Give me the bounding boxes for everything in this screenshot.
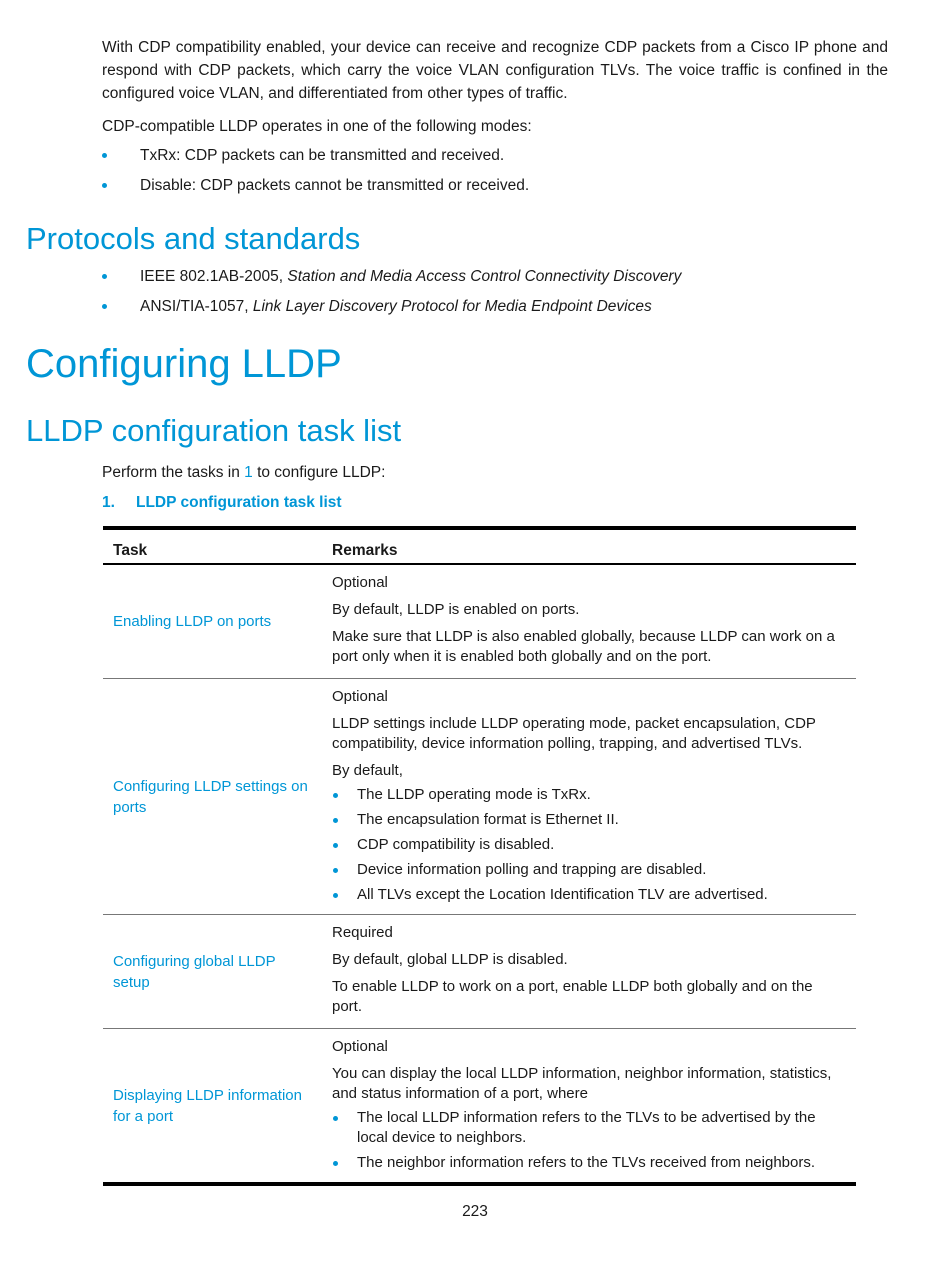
bullet-icon: [102, 304, 107, 309]
bullet-icon: [333, 868, 338, 873]
list-item: IEEE 802.1AB-2005, Station and Media Access Control Connectivity Discovery: [102, 265, 888, 295]
list-item: The LLDP operating mode is TxRx.: [332, 785, 846, 805]
list-item: All TLVs except the Location Identification TLV are advertised.: [332, 885, 846, 905]
table-caption: 1. LLDP configuration task list: [102, 494, 342, 511]
remarks-cell: Optional By default, LLDP is enabled on ports. Make sure that LLDP is also enabled globally, because LLDP can work on a port only when it is enabled both globally and on the port.: [332, 574, 835, 665]
bullet-icon: [333, 843, 338, 848]
task-table: [103, 526, 856, 1186]
table-row: [103, 915, 856, 1029]
modes-lead: CDP-compatible LLDP operates in one of the following modes:: [102, 118, 532, 135]
task-link[interactable]: Displaying LLDP information for a port: [113, 1086, 302, 1125]
table-header-row: [103, 528, 856, 564]
bullet-icon: [333, 818, 338, 823]
chapter-heading: Configuring LLDP: [26, 342, 342, 386]
list-item: TxRx: CDP packets can be transmitted and received.: [102, 144, 888, 174]
list-item: Disable: CDP packets cannot be transmitted or received.: [102, 174, 888, 204]
list-item: Device information polling and trapping are disabled.: [332, 860, 846, 880]
remarks-cell: Optional LLDP settings include LLDP operating mode, packet encapsulation, CDP compatibility, device information polling, trapping, and advertised TLVs. By default, The LLDP operating mode is TxRx. The encapsulation format is Ethernet II. CDP compatibility is disabled. Device information polling and trapping are disabled. All TLVs except the Location Identification TLV are advertised.: [322, 679, 856, 915]
bullet-icon: [333, 1116, 338, 1121]
table-row: [103, 564, 856, 679]
table-row: [103, 679, 856, 915]
intro-paragraph: With CDP compatibility enabled, your device can receive and recognize CDP packets from a Cisco IP phone and respond with CDP packets, which carry the voice VLAN configuration TLVs. The voice traffic is confined in the configured voice VLAN, and differentiated from other types of traffic.: [102, 39, 888, 102]
list-item: The neighbor information refers to the TLVs received from neighbors.: [332, 1153, 846, 1173]
list-item: The local LLDP information refers to the TLVs to be advertised by the local device to neighbors.: [332, 1108, 846, 1148]
table-row: [103, 1029, 856, 1185]
bullet-icon: [102, 274, 107, 279]
task-link[interactable]: Configuring global LLDP setup: [113, 952, 276, 991]
list-item: CDP compatibility is disabled.: [332, 835, 846, 855]
modes-list: [102, 144, 888, 204]
perform-sentence: Perform the tasks in 1 to configure LLDP:: [102, 464, 386, 481]
section-heading-protocols: Protocols and standards: [26, 221, 361, 256]
list-item: The encapsulation format is Ethernet II.: [332, 810, 846, 830]
bullet-icon: [333, 1161, 338, 1166]
header-remarks: Remarks: [322, 528, 856, 564]
bullet-icon: [102, 183, 107, 188]
list-item: ANSI/TIA-1057, Link Layer Discovery Protocol for Media Endpoint Devices: [102, 295, 888, 325]
task-link[interactable]: Configuring LLDP settings on ports: [113, 777, 308, 816]
bullet-icon: [102, 153, 107, 158]
header-task: Task: [103, 528, 322, 564]
bullet-icon: [333, 793, 338, 798]
table-ref-link[interactable]: 1: [244, 464, 253, 481]
remarks-cell: Optional You can display the local LLDP information, neighbor information, statistics, and status information of a port, where The local LLDP information refers to the TLVs to be advertised by the local device to neighbors. The neighbor information refers to the TLVs received from neighbors.: [322, 1029, 856, 1185]
section-heading-tasklist: LLDP configuration task list: [26, 413, 402, 448]
remarks-cell: Required By default, global LLDP is disabled. To enable LLDP to work on a port, enable LLDP both globally and on the port.: [332, 924, 813, 1015]
page-number: 223: [462, 1203, 488, 1220]
standards-list: [102, 265, 888, 325]
bullet-icon: [333, 893, 338, 898]
task-link[interactable]: Enabling LLDP on ports: [113, 613, 272, 630]
